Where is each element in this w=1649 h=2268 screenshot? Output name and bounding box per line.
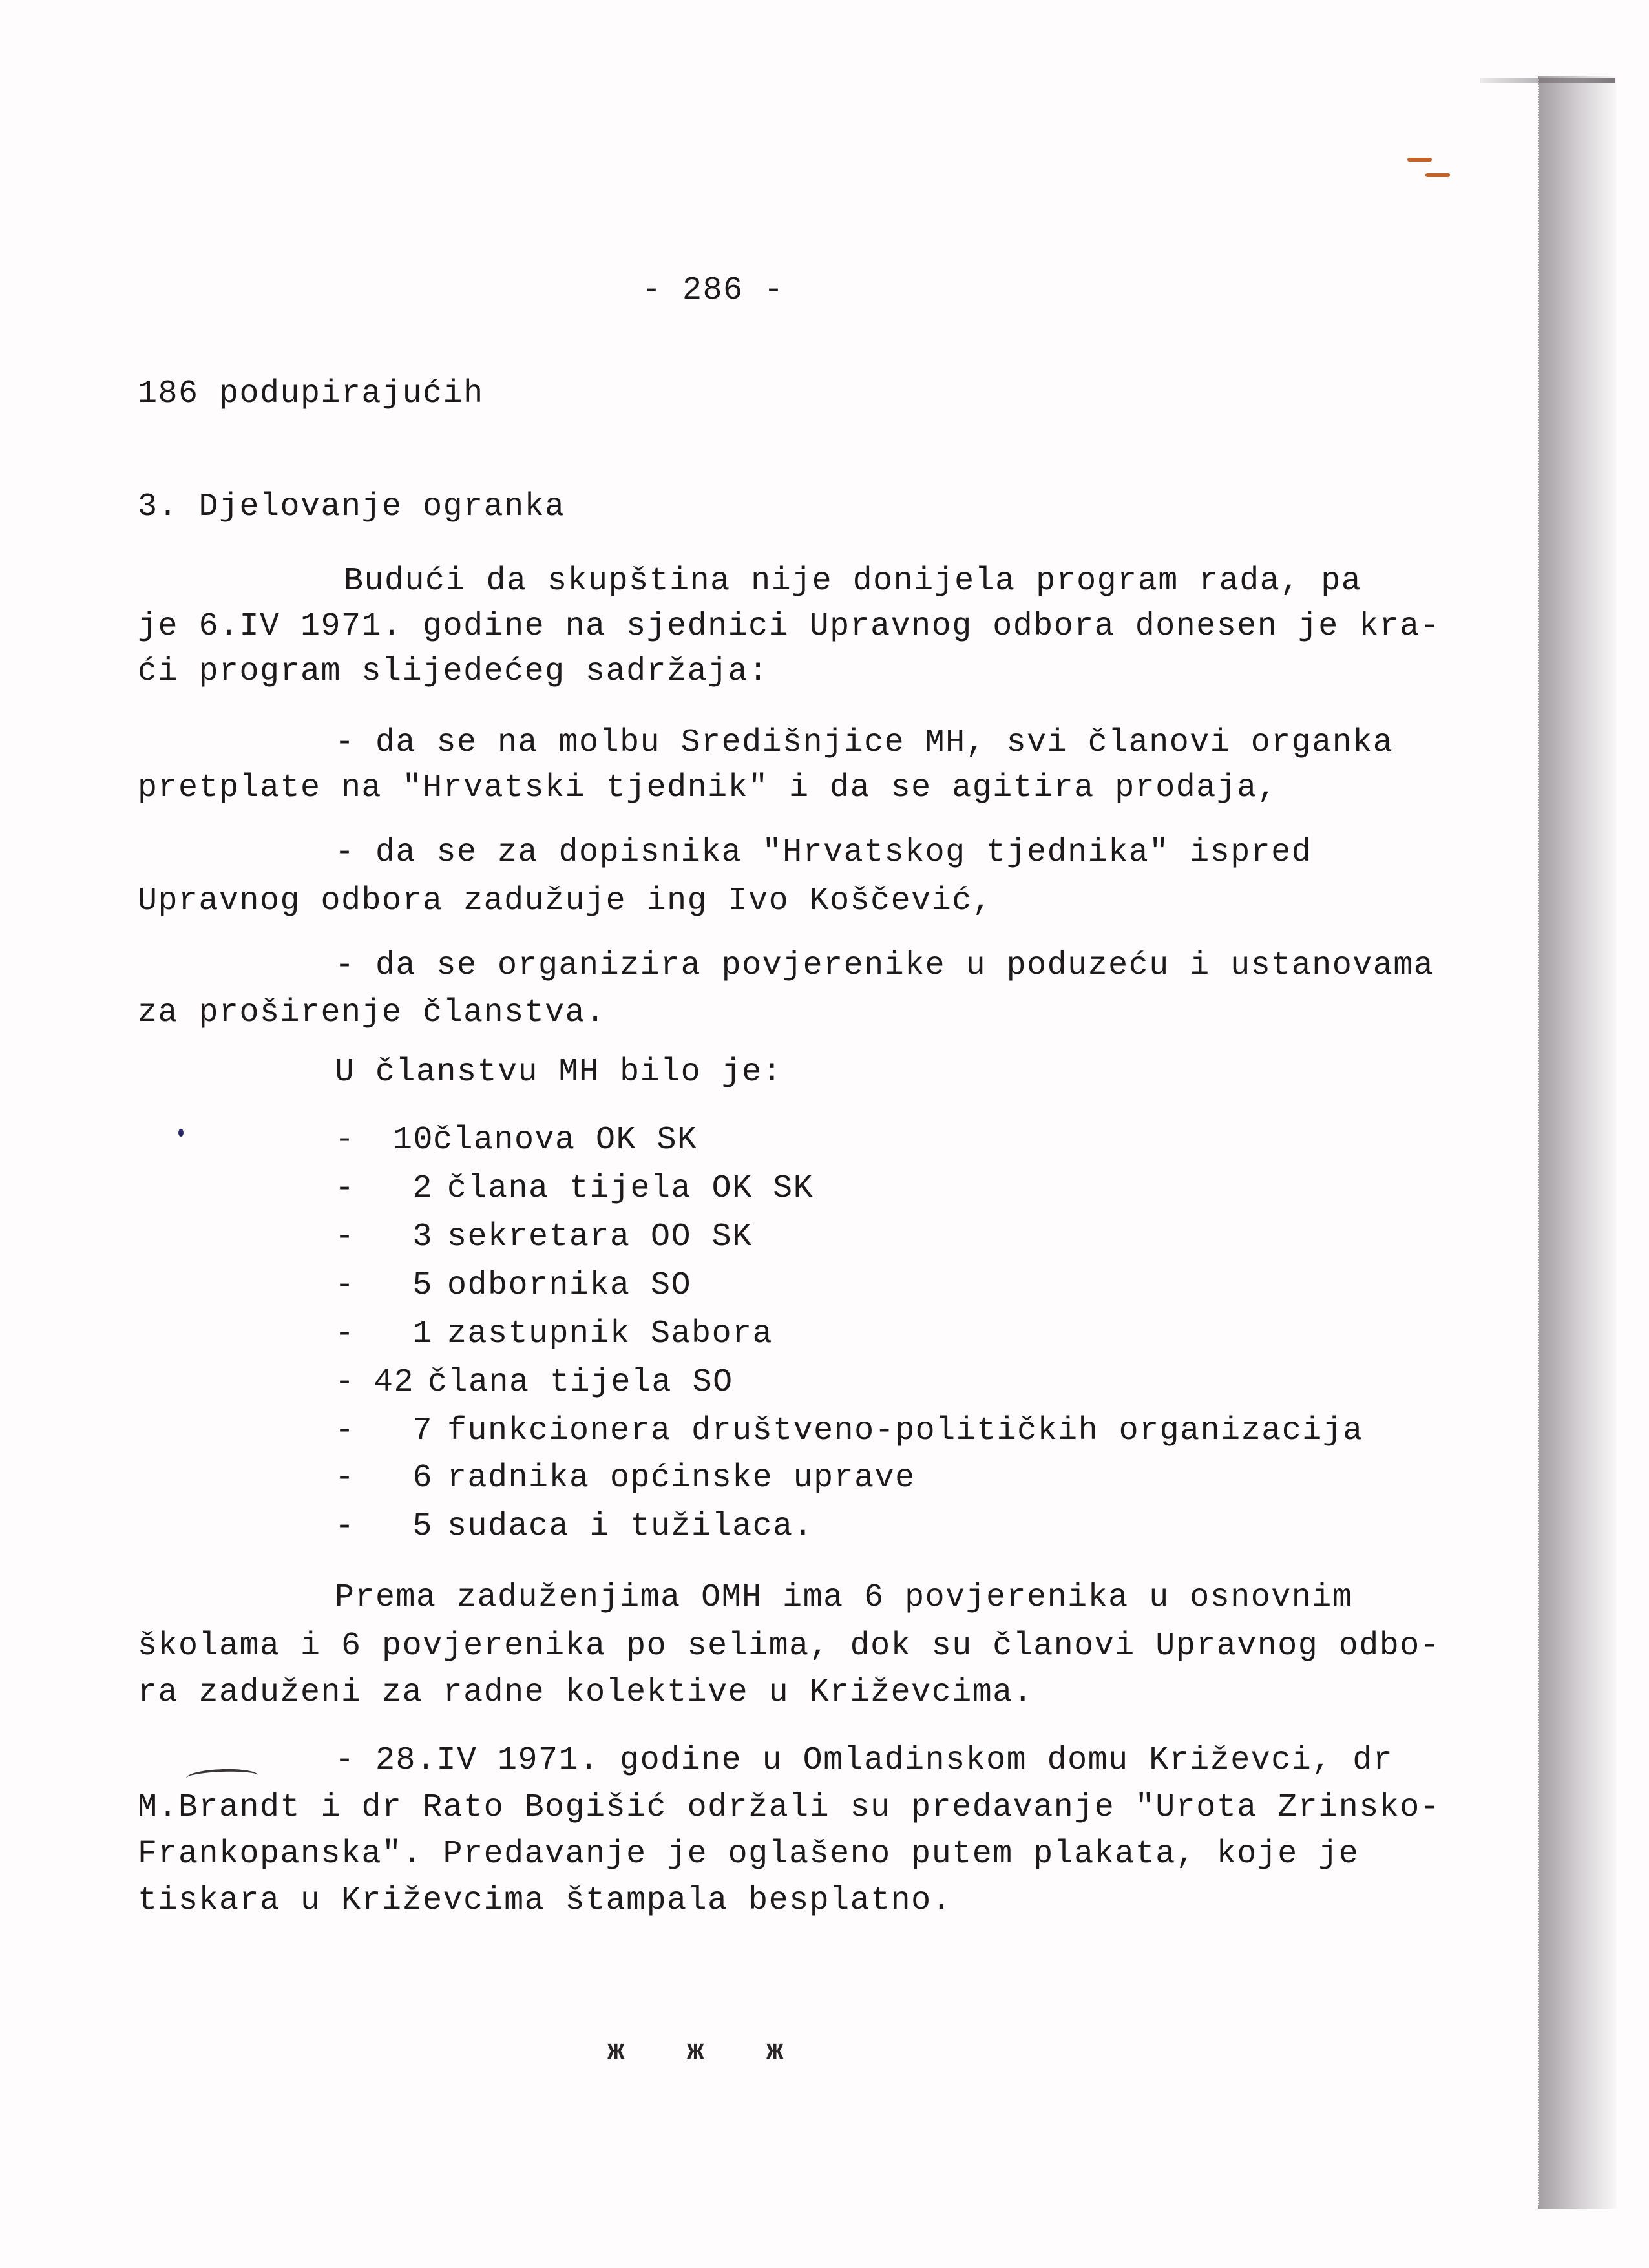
membership-item [335, 1315, 773, 1354]
scan-shadow-right-edge [1538, 76, 1617, 2209]
member-label: zastupnik Sabora [447, 1316, 773, 1352]
page-number: - 286 - [642, 272, 784, 309]
member-label: radnika općinske uprave [447, 1460, 916, 1496]
program-item-line: Upravnog odbora zadužuje ing Ivo Koščević, [138, 883, 993, 919]
member-label: članova OK SK [433, 1122, 698, 1159]
paragraph-line: - 28.IV 1971. godine u Omladinskom domu Križevci, dr [335, 1742, 1394, 1779]
program-item-line: - da se organizira povjerenike u poduzeću i ustanovama [335, 947, 1434, 984]
asterism-icon: ж [607, 2035, 625, 2068]
rust-stain [1425, 173, 1450, 177]
member-count: 10 [393, 1122, 434, 1159]
intro-line: 186 podupirajućih [138, 375, 484, 412]
membership-item [335, 1266, 691, 1305]
dash-bullet: - [335, 1460, 355, 1496]
paragraph-line: Prema zaduženjima OMH ima 6 povjerenika u osnovnim [335, 1579, 1353, 1616]
paragraph-line: Budući da skupština nije donijela program rada, pa [344, 563, 1362, 600]
membership-item [335, 1459, 916, 1498]
member-count: 2 [412, 1170, 433, 1207]
member-count: 7 [412, 1412, 433, 1449]
member-count: 5 [412, 1508, 433, 1545]
member-label: sekretara OO SK [447, 1219, 753, 1255]
member-label: odbornika SO [447, 1267, 692, 1304]
paragraph-line: Frankopanska". Predavanje je oglašeno putem plakata, koje je [138, 1836, 1360, 1873]
paragraph-line: ra zaduženi za radne kolektive u Križevcima. [138, 1674, 1034, 1711]
membership-item [335, 1218, 753, 1257]
program-item-line: za proširenje članstva. [138, 994, 606, 1031]
member-label: člana tijela OK SK [447, 1170, 814, 1207]
dash-bullet: - [335, 1364, 355, 1401]
member-count: 5 [412, 1267, 433, 1304]
member-label: sudaca i tužilaca. [447, 1508, 814, 1545]
program-item-line: - da se za dopisnika "Hrvatskog tjednika" ispred [335, 834, 1312, 871]
dash-bullet: - [335, 1122, 355, 1159]
member-count: 3 [412, 1219, 433, 1255]
paragraph-line: ći program slijedećeg sadržaja: [138, 653, 769, 690]
paragraph-line: školama i 6 povjerenika po selima, dok su članovi Upravnog odbo- [138, 1628, 1441, 1664]
membership-item [335, 1121, 698, 1160]
member-count: 6 [412, 1460, 433, 1496]
rust-stain [1407, 158, 1432, 162]
membership-item [335, 1412, 1363, 1451]
dash-bullet: - [335, 1316, 355, 1352]
paragraph-line: M.Brandt i dr Rato Bogišić održali su predavanje "Urota Zrinsko- [138, 1789, 1441, 1826]
dash-bullet: - [335, 1170, 355, 1207]
program-item-line: pretplate na "Hrvatski tjednik" i da se agitira prodaja, [138, 770, 1278, 806]
member-count: 42 [373, 1364, 415, 1401]
paragraph-line: je 6.IV 1971. godine na sjednici Upravnog odbora donesen je kra- [138, 608, 1441, 645]
program-item-line: - da se na molbu Središnjice MH, svi članovi organka [335, 724, 1394, 761]
membership-item [335, 1363, 733, 1402]
asterism-icon: ж [687, 2035, 704, 2068]
dash-bullet: - [335, 1219, 355, 1255]
membership-intro: U članstvu MH bilo je: [335, 1054, 783, 1091]
paragraph-line: tiskara u Križevcima štampala besplatno. [138, 1882, 952, 1919]
membership-item [335, 1507, 814, 1546]
dash-bullet: - [335, 1508, 355, 1545]
dash-bullet: - [335, 1412, 355, 1449]
ink-dot [178, 1129, 184, 1137]
member-label: funkcionera društveno-političkih organizacija [447, 1412, 1363, 1449]
asterism-icon: ж [766, 2035, 784, 2068]
member-label: člana tijela SO [428, 1364, 733, 1401]
membership-item [335, 1170, 814, 1208]
handwritten-underline [186, 1768, 259, 1786]
dash-bullet: - [335, 1267, 355, 1304]
member-count: 1 [412, 1316, 433, 1352]
section-heading: 3. Djelovanje ogranka [138, 488, 565, 525]
